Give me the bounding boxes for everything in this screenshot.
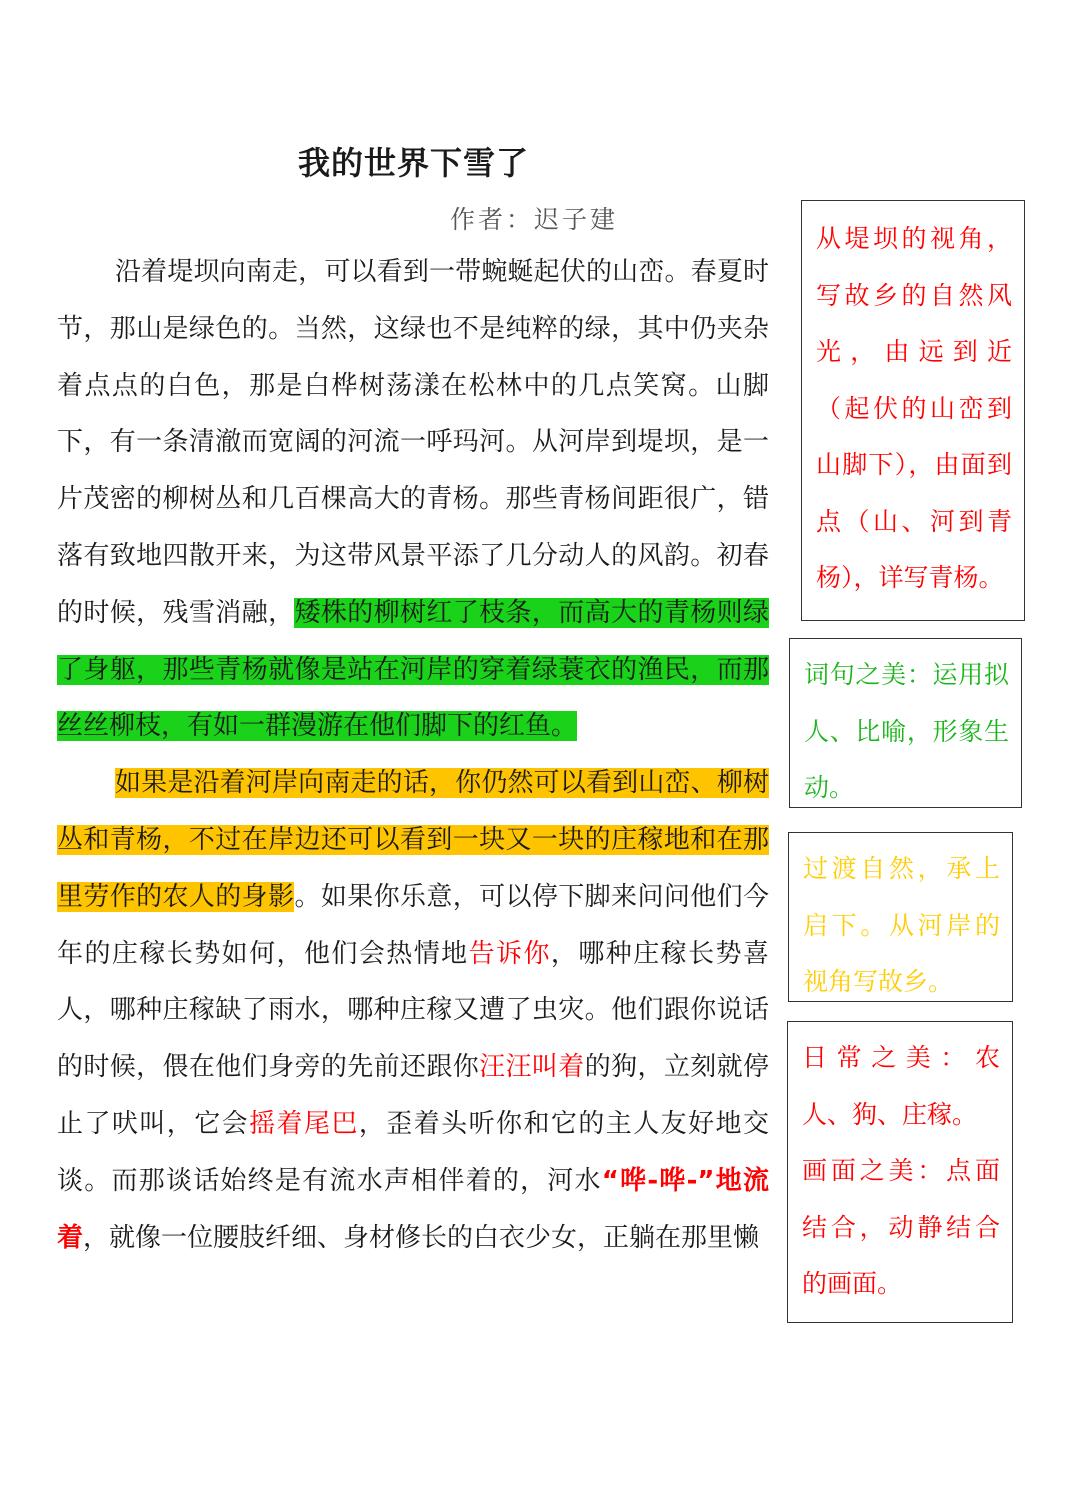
paragraph-2-text-4: ，歪着头听你和它的主人友好地交谈。而那谈话始终是有流水声相伴着的，河水	[57, 1108, 769, 1196]
paragraph-2-text-2: ，哪种庄稼长势喜人，哪种庄稼缺了雨水，哪种庄稼又遭了虫灾。他们跟你说话的时候，偎在他们身旁的先前还跟你	[57, 938, 769, 1083]
yellow-highlight-text: 如果是沿着河岸向南走的话，你仍然可以看到山峦、柳树丛和青杨，不过在岸边还可以看到一块又一块的庄稼地和在那里劳作的农人的身影	[57, 768, 769, 912]
annotation-box-1	[801, 200, 1025, 621]
paragraph-2-text-3: 的狗，立刻就停止了吠叫，它会	[57, 1052, 769, 1139]
annotation-3-text: 过渡自然，承上启下。从河岸的视角写故乡。	[803, 854, 1000, 996]
paragraph-2-text-5: ，就像一位腰肢纤细、身材修长的白衣少女，正躺在那里懒	[83, 1222, 760, 1253]
annotation-4b-text: 画面之美：点面结合，动静结合的画面。	[802, 1156, 1000, 1298]
paragraph-2-text-1: 。如果你乐意，可以停下脚来问问他们今年的庄稼长势如何，他们会热情地	[57, 881, 769, 969]
green-highlight-text: 矮株的柳树红了枝条，而高大的青杨则绿了身躯，那些青杨就像是站在河岸的穿着绿蓑衣的渔民，而那丝丝柳枝，有如一群漫游在他们脚下的红鱼。	[57, 597, 769, 742]
red-phrase-tell-you: 告诉你	[468, 938, 551, 969]
annotation-1-text: 从堤坝的视角，写故乡的自然风光，由远到近（起伏的山峦到山脚下），由面到点（山、河到青杨），详写青杨。	[816, 224, 1012, 592]
annotation-box-3	[788, 832, 1013, 1002]
red-phrase-water-sound: “哗-哗-”地流着	[57, 1165, 769, 1253]
red-phrase-barking: 汪汪叫着	[479, 1052, 585, 1083]
article-body	[57, 244, 769, 1266]
annotation-box-2	[789, 638, 1022, 808]
paragraph-1-text: 沿着堤坝向南走，可以看到一带蜿蜒起伏的山峦。春夏时节，那山是绿色的。当然，这绿也不是纯粹的绿，其中仍夹杂着点点的白色，那是白桦树荡漾在松林中的几点笑窝。山脚下，有一条清澈而宽阔的河流一呼玛河。从河岸到堤坝，是一片茂密的柳树丛和几百棵高大的青杨。那些青杨间距很广，错落有致地四散开来，为这带风景平添了几分动人的风韵。初春的时候，残雪消融，	[57, 257, 769, 628]
author-line: 作者：迟子建	[450, 205, 619, 234]
paragraph-2	[57, 755, 769, 1266]
annotation-4a-text: 日常之美：农人、狗、庄稼。	[802, 1043, 1000, 1129]
annotation-2-text: 词句之美：运用拟人、比喻，形象生动。	[804, 660, 1009, 802]
annotation-box-4	[787, 1021, 1013, 1323]
document-title: 我的世界下雪了	[298, 144, 530, 182]
red-phrase-wagging-tail: 摇着尾巴	[249, 1108, 359, 1139]
paragraph-1	[57, 244, 769, 755]
